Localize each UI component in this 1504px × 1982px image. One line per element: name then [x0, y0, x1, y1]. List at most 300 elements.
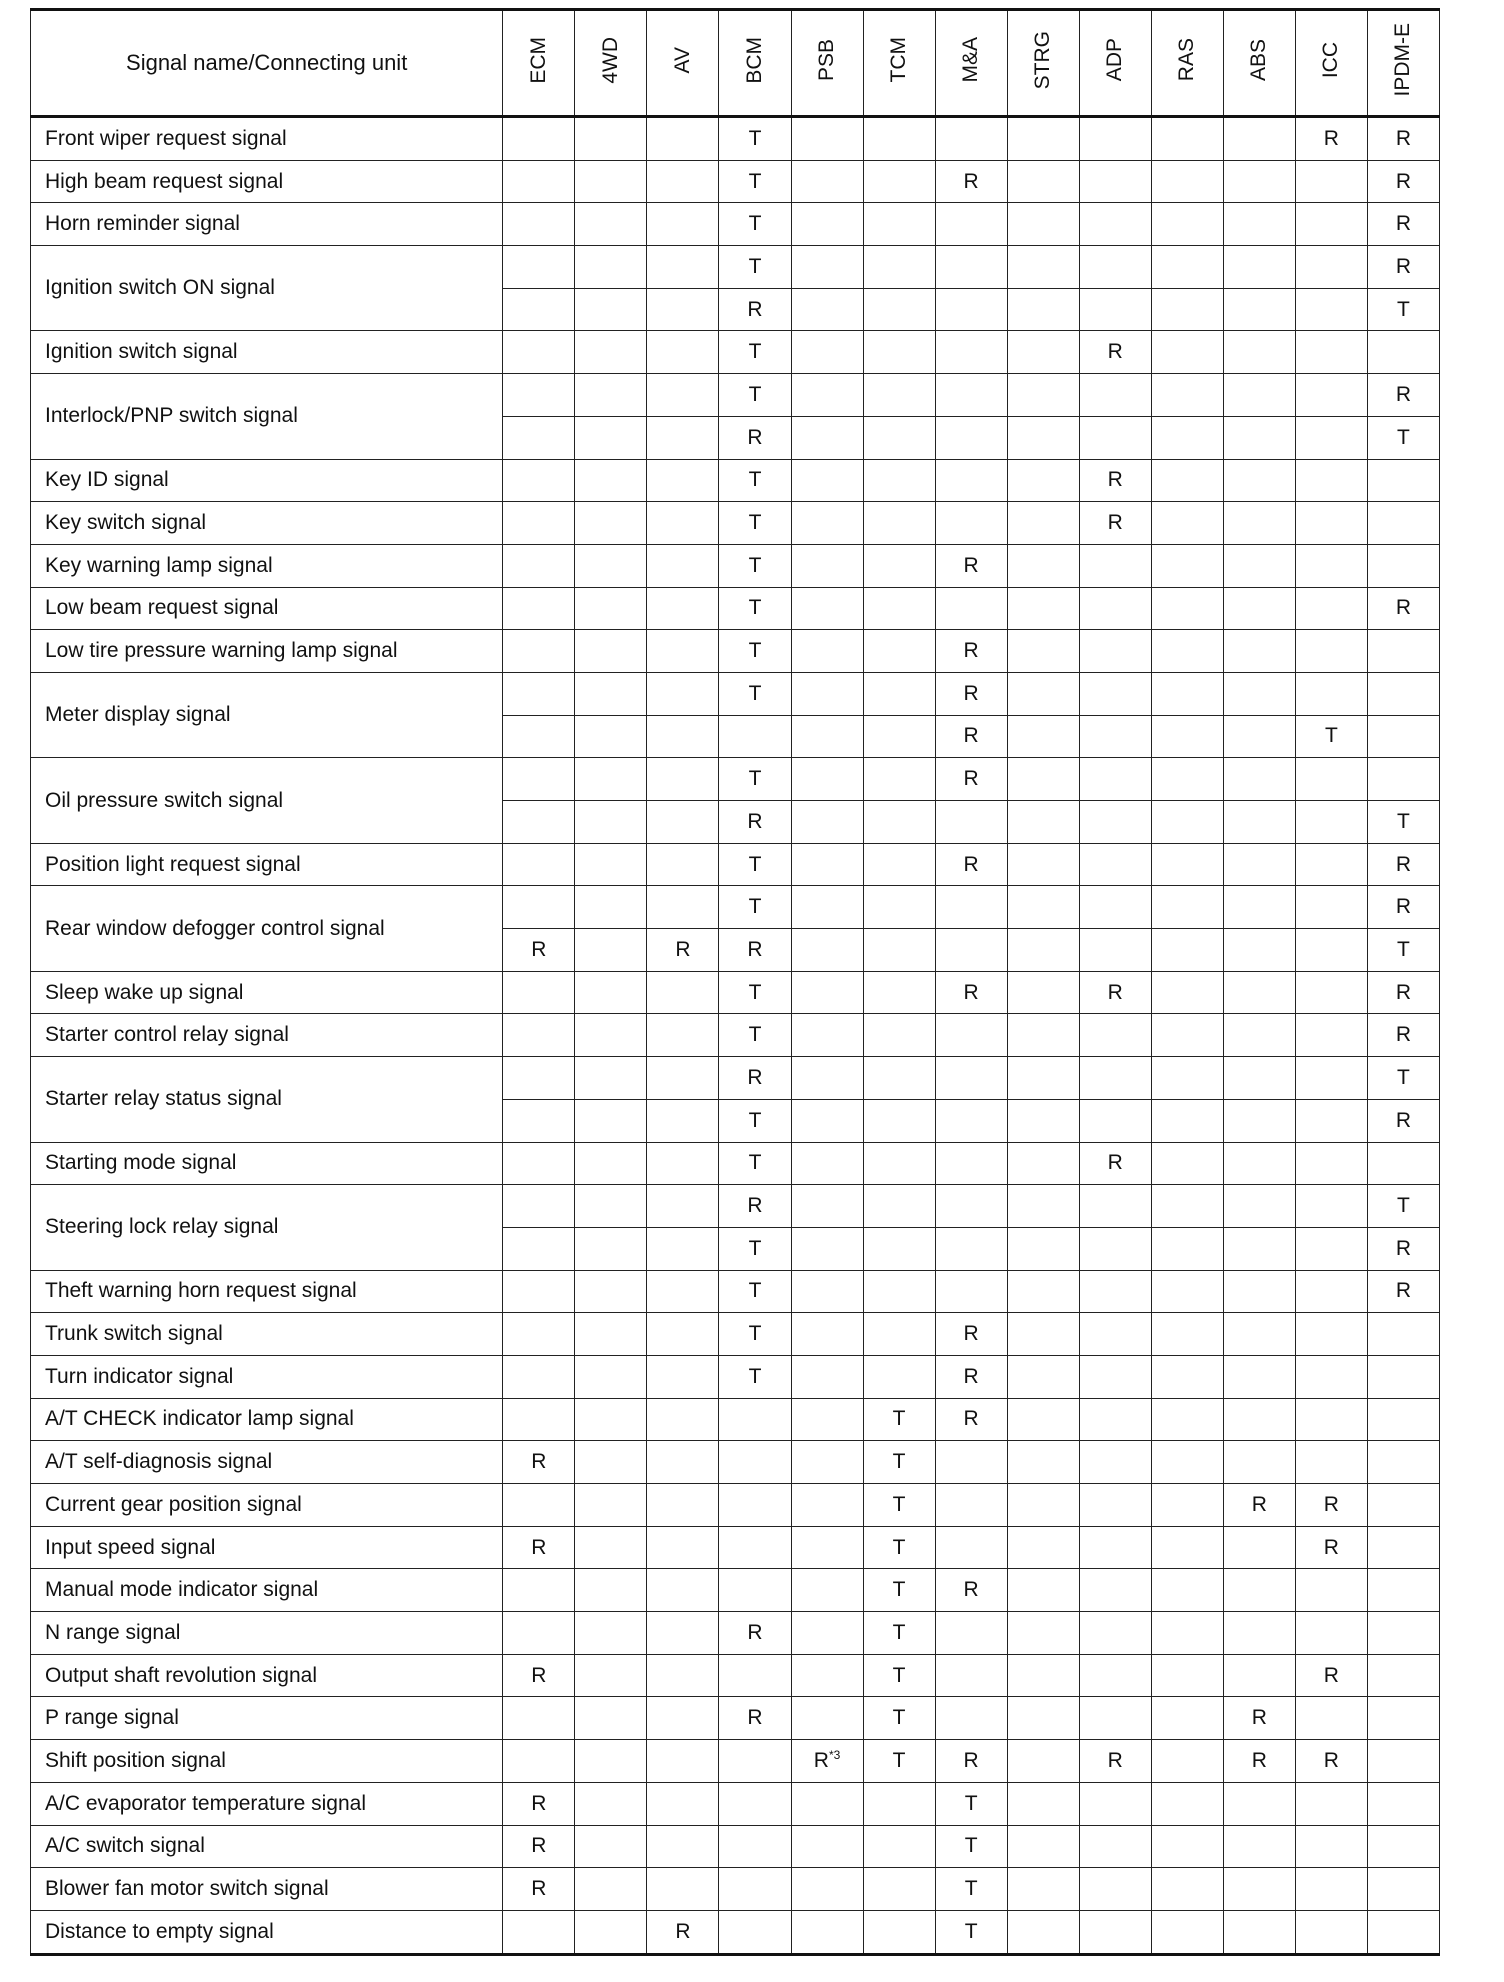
unit-value-cell [1007, 1057, 1079, 1100]
unit-value-cell [1007, 929, 1079, 972]
unit-value-cell [503, 544, 575, 587]
unit-value-cell [1223, 1910, 1295, 1954]
unit-value-cell [791, 1227, 863, 1270]
unit-value-cell [1151, 715, 1223, 758]
unit-value-cell [1295, 971, 1367, 1014]
unit-value-cell [1295, 246, 1367, 289]
unit-value-cell: R [1079, 331, 1151, 374]
unit-value-cell [503, 502, 575, 545]
signal-name-cell: Key warning lamp signal [31, 544, 503, 587]
unit-value-cell [1151, 758, 1223, 801]
unit-value-cell [791, 1654, 863, 1697]
unit-value-cell [1367, 1355, 1439, 1398]
signal-name-cell: Key ID signal [31, 459, 503, 502]
unit-value-cell [935, 1612, 1007, 1655]
unit-value-cell [791, 1057, 863, 1100]
unit-value-cell: T [863, 1484, 935, 1527]
unit-value-cell [1223, 843, 1295, 886]
signal-name-cell: Low beam request signal [31, 587, 503, 630]
unit-value-cell [1151, 1099, 1223, 1142]
unit-value-cell [1223, 1099, 1295, 1142]
unit-value-cell [647, 1441, 719, 1484]
unit-value-cell: R [1367, 587, 1439, 630]
table-row [31, 1526, 1440, 1569]
unit-value-cell [863, 1782, 935, 1825]
unit-value-cell [791, 1355, 863, 1398]
unit-value-cell: T [719, 544, 791, 587]
unit-value-cell [503, 1612, 575, 1655]
unit-value-cell [575, 1569, 647, 1612]
unit-value-cell [1007, 246, 1079, 289]
unit-value-cell: R [1367, 1227, 1439, 1270]
unit-value-cell [1007, 971, 1079, 1014]
unit-value-cell [1223, 1654, 1295, 1697]
unit-value-cell [1151, 1441, 1223, 1484]
unit-value-cell [503, 331, 575, 374]
unit-value-cell [1223, 459, 1295, 502]
unit-value-cell [1367, 544, 1439, 587]
unit-value-cell [647, 630, 719, 673]
unit-value-cell [1223, 1142, 1295, 1185]
unit-value-cell [1367, 1654, 1439, 1697]
unit-value-cell [1223, 1313, 1295, 1356]
unit-value-cell: R [1367, 374, 1439, 417]
unit-value-cell: R [1367, 1014, 1439, 1057]
unit-value-cell [647, 715, 719, 758]
unit-value-cell [1223, 1569, 1295, 1612]
unit-value-cell [935, 1270, 1007, 1313]
unit-value-cell [1223, 1825, 1295, 1868]
unit-value-cell [575, 1185, 647, 1228]
unit-value-cell [647, 1825, 719, 1868]
unit-value-cell [863, 1825, 935, 1868]
unit-value-cell [1295, 1270, 1367, 1313]
unit-value-cell: R [503, 1526, 575, 1569]
unit-value-cell [935, 1014, 1007, 1057]
unit-value-cell: T [863, 1612, 935, 1655]
unit-value-cell [719, 1484, 791, 1527]
unit-value-cell [935, 203, 1007, 246]
unit-value-cell [1007, 1569, 1079, 1612]
unit-value-cell [1007, 459, 1079, 502]
unit-value-cell [575, 758, 647, 801]
unit-value-cell [1223, 1526, 1295, 1569]
unit-value-cell [935, 1697, 1007, 1740]
unit-value-cell [503, 1099, 575, 1142]
unit-value-cell [791, 1142, 863, 1185]
unit-value-cell [935, 929, 1007, 972]
unit-value-cell [791, 587, 863, 630]
unit-value-cell: R [1367, 203, 1439, 246]
unit-value-cell: R [1295, 1654, 1367, 1697]
unit-value-cell [1295, 843, 1367, 886]
table-body [31, 117, 1440, 1955]
unit-value-cell [647, 502, 719, 545]
unit-value-cell: T [719, 1227, 791, 1270]
unit-value-cell [791, 715, 863, 758]
unit-value-cell [791, 1398, 863, 1441]
unit-value-cell [1151, 203, 1223, 246]
unit-value-cell [863, 1868, 935, 1911]
unit-value-cell [791, 288, 863, 331]
unit-value-cell [791, 246, 863, 289]
unit-value-cell [1151, 886, 1223, 929]
unit-value-cell: T [719, 971, 791, 1014]
unit-value-cell [791, 1612, 863, 1655]
unit-value-cell [1007, 801, 1079, 844]
unit-value-cell [1007, 672, 1079, 715]
unit-value-cell: T [719, 1270, 791, 1313]
unit-value-cell: T [719, 843, 791, 886]
unit-value-cell [1079, 929, 1151, 972]
unit-value-cell [863, 801, 935, 844]
unit-value-cell [791, 502, 863, 545]
unit-value-cell [503, 203, 575, 246]
unit-value-cell: R [503, 1868, 575, 1911]
unit-value-cell [575, 672, 647, 715]
unit-value-cell [1223, 801, 1295, 844]
unit-value-cell [647, 886, 719, 929]
unit-column-label: M&A [959, 37, 983, 83]
unit-value-cell [1223, 1441, 1295, 1484]
unit-value-cell [1007, 374, 1079, 417]
unit-value-cell [1295, 331, 1367, 374]
unit-value-cell [1079, 1057, 1151, 1100]
unit-value-cell [647, 971, 719, 1014]
unit-value-cell [1079, 1612, 1151, 1655]
unit-column-header [791, 10, 863, 117]
unit-value-cell [1151, 672, 1223, 715]
table-row [31, 502, 1440, 545]
unit-value-cell [1007, 1654, 1079, 1697]
unit-value-cell [863, 331, 935, 374]
unit-value-cell [1223, 1782, 1295, 1825]
unit-value-cell [1223, 331, 1295, 374]
unit-value-cell [1151, 1398, 1223, 1441]
unit-value-cell: R [1367, 160, 1439, 203]
unit-value-cell: T [1367, 288, 1439, 331]
unit-value-cell [503, 971, 575, 1014]
table-row [31, 1313, 1440, 1356]
unit-value-cell [1151, 1910, 1223, 1954]
unit-value-cell [791, 1014, 863, 1057]
table-row [31, 886, 1440, 929]
unit-value-cell [647, 843, 719, 886]
unit-column-label: STRG [1031, 30, 1055, 90]
unit-value-cell: R [719, 1612, 791, 1655]
signal-name-cell: Blower fan motor switch signal [31, 1868, 503, 1911]
unit-value-cell [1007, 1441, 1079, 1484]
unit-value-cell [1151, 374, 1223, 417]
unit-value-cell [1223, 117, 1295, 161]
unit-value-cell [1295, 502, 1367, 545]
unit-value-cell [1367, 1441, 1439, 1484]
unit-value-cell [1367, 459, 1439, 502]
unit-value-cell [503, 416, 575, 459]
unit-column-header [575, 10, 647, 117]
unit-value-cell [1079, 544, 1151, 587]
unit-value-cell [647, 374, 719, 417]
unit-column-header [1007, 10, 1079, 117]
unit-value-cell [1223, 416, 1295, 459]
unit-value-cell [1223, 587, 1295, 630]
unit-value-cell: T [719, 1142, 791, 1185]
unit-value-cell [1367, 1313, 1439, 1356]
unit-value-cell [863, 1014, 935, 1057]
unit-value-cell [575, 1227, 647, 1270]
unit-value-cell: T [719, 758, 791, 801]
unit-value-cell: R [935, 1313, 1007, 1356]
unit-value-cell [1151, 587, 1223, 630]
unit-value-cell [1007, 587, 1079, 630]
unit-value-cell [863, 929, 935, 972]
unit-value-cell [1295, 1313, 1367, 1356]
unit-value-cell [791, 1868, 863, 1911]
signal-name-cell: Sleep wake up signal [31, 971, 503, 1014]
unit-value-cell [575, 1825, 647, 1868]
unit-value-cell [647, 1014, 719, 1057]
unit-value-cell [791, 459, 863, 502]
unit-value-cell [575, 502, 647, 545]
unit-value-cell [791, 1441, 863, 1484]
unit-value-cell: R [719, 288, 791, 331]
unit-value-cell [575, 1868, 647, 1911]
unit-column-label: PSB [815, 38, 839, 82]
signal-name-cell: High beam request signal [31, 160, 503, 203]
unit-value-cell [1079, 715, 1151, 758]
unit-value-cell: T [719, 630, 791, 673]
unit-value-cell: R [503, 1825, 575, 1868]
unit-value-cell [503, 1569, 575, 1612]
unit-value-cell [575, 1355, 647, 1398]
unit-value-cell [863, 1910, 935, 1954]
unit-value-cell [647, 1099, 719, 1142]
table-row [31, 160, 1440, 203]
unit-value-cell: T [719, 587, 791, 630]
table-row [31, 1441, 1440, 1484]
unit-value-cell [791, 1782, 863, 1825]
unit-column-header [503, 10, 575, 117]
unit-value-cell [575, 416, 647, 459]
unit-value-cell [935, 502, 1007, 545]
unit-value-cell [1367, 1868, 1439, 1911]
unit-value-cell [1367, 1398, 1439, 1441]
unit-value-cell [1223, 288, 1295, 331]
unit-value-cell [1367, 1612, 1439, 1655]
unit-value-cell [1079, 1099, 1151, 1142]
signal-name-cell: Shift position signal [31, 1740, 503, 1783]
signal-name-cell: Starter control relay signal [31, 1014, 503, 1057]
unit-column-label: ICC [1319, 41, 1343, 79]
footnote-marker: *3 [828, 1748, 841, 1763]
signal-name-cell: Meter display signal [31, 672, 503, 757]
unit-value-cell [647, 288, 719, 331]
unit-value-cell [1295, 374, 1367, 417]
unit-value-cell [647, 416, 719, 459]
unit-value-cell [791, 843, 863, 886]
unit-value-cell [1223, 630, 1295, 673]
unit-value-cell [575, 843, 647, 886]
unit-column-header [1367, 10, 1439, 117]
unit-value-cell [1151, 544, 1223, 587]
unit-value-cell [575, 1142, 647, 1185]
unit-value-cell [1079, 1697, 1151, 1740]
unit-value-cell [1079, 886, 1151, 929]
unit-value-cell: T [719, 246, 791, 289]
unit-value-cell [575, 929, 647, 972]
unit-value-cell: T [1367, 929, 1439, 972]
signal-name-cell: Starter relay status signal [31, 1057, 503, 1142]
unit-value-cell [575, 1441, 647, 1484]
unit-value-cell [1367, 1910, 1439, 1954]
unit-value-cell [863, 971, 935, 1014]
unit-value-cell [1079, 1355, 1151, 1398]
unit-value-cell: T [719, 459, 791, 502]
unit-value-cell [719, 715, 791, 758]
unit-value-cell [935, 801, 1007, 844]
unit-value-cell: R [935, 630, 1007, 673]
unit-value-cell [791, 374, 863, 417]
unit-value-cell [1151, 160, 1223, 203]
unit-value-cell [719, 1398, 791, 1441]
unit-value-cell [863, 1227, 935, 1270]
unit-value-cell [719, 1740, 791, 1783]
table-row [31, 1782, 1440, 1825]
table-row [31, 1740, 1440, 1783]
unit-value-cell: T [863, 1398, 935, 1441]
unit-value-cell [935, 1057, 1007, 1100]
table-row [31, 1910, 1440, 1954]
unit-value-cell [1223, 374, 1295, 417]
unit-value-cell [935, 1484, 1007, 1527]
unit-value-cell [1079, 1569, 1151, 1612]
unit-value-cell: R [1367, 1270, 1439, 1313]
unit-value-cell [791, 117, 863, 161]
unit-value-cell [791, 203, 863, 246]
unit-value-cell [1079, 288, 1151, 331]
unit-value-cell [503, 246, 575, 289]
unit-value-cell: T [935, 1825, 1007, 1868]
signal-name-cell: Horn reminder signal [31, 203, 503, 246]
table-row [31, 587, 1440, 630]
unit-value-cell [863, 160, 935, 203]
unit-value-cell [719, 1868, 791, 1911]
unit-value-cell [1295, 672, 1367, 715]
unit-value-cell [647, 1526, 719, 1569]
unit-value-cell [791, 1825, 863, 1868]
unit-value-cell: T [1367, 1057, 1439, 1100]
unit-value-cell: R [1295, 1484, 1367, 1527]
unit-value-cell [719, 1441, 791, 1484]
unit-value-cell [1079, 801, 1151, 844]
unit-value-cell [1223, 1868, 1295, 1911]
unit-value-cell [1151, 1014, 1223, 1057]
unit-value-cell [503, 1355, 575, 1398]
unit-value-cell: R [935, 1740, 1007, 1783]
unit-value-cell: T [1367, 801, 1439, 844]
unit-value-cell [1151, 288, 1223, 331]
unit-value-cell [1367, 1569, 1439, 1612]
unit-value-cell [1223, 971, 1295, 1014]
unit-value-cell: T [935, 1868, 1007, 1911]
unit-value-cell [503, 117, 575, 161]
unit-value-cell [935, 331, 1007, 374]
unit-value-cell [1295, 1142, 1367, 1185]
unit-value-cell [1295, 1441, 1367, 1484]
unit-value-cell [1151, 502, 1223, 545]
table-row [31, 246, 1440, 289]
unit-value-cell [1151, 459, 1223, 502]
unit-value-cell [1367, 1142, 1439, 1185]
unit-value-cell [935, 1099, 1007, 1142]
signal-name-cell: Key switch signal [31, 502, 503, 545]
unit-value-cell: R [935, 1569, 1007, 1612]
unit-value-cell [1295, 1227, 1367, 1270]
unit-value-cell [935, 1142, 1007, 1185]
unit-value-cell [647, 544, 719, 587]
signal-name-cell: A/T self-diagnosis signal [31, 1441, 503, 1484]
unit-value-cell [863, 630, 935, 673]
table-row [31, 758, 1440, 801]
unit-value-cell [719, 1654, 791, 1697]
table-row [31, 1825, 1440, 1868]
unit-value-cell [575, 1099, 647, 1142]
unit-value-cell [1223, 160, 1295, 203]
unit-value-cell [575, 1526, 647, 1569]
unit-value-cell [863, 1270, 935, 1313]
unit-value-cell [935, 288, 1007, 331]
unit-value-cell [719, 1782, 791, 1825]
unit-value-cell [863, 117, 935, 161]
unit-value-cell [503, 459, 575, 502]
unit-value-cell [647, 459, 719, 502]
unit-value-cell [503, 672, 575, 715]
unit-value-cell [1079, 117, 1151, 161]
unit-value-cell [1223, 672, 1295, 715]
unit-value-cell: T [719, 1014, 791, 1057]
table-row [31, 117, 1440, 161]
unit-value-cell [1151, 1057, 1223, 1100]
unit-column-label: AV [670, 46, 694, 74]
unit-value-cell [503, 630, 575, 673]
unit-value-cell [575, 160, 647, 203]
unit-value-cell [1151, 1569, 1223, 1612]
unit-value-cell [575, 459, 647, 502]
unit-value-cell [1079, 1313, 1151, 1356]
unit-column-header [1079, 10, 1151, 117]
unit-value-cell [1151, 971, 1223, 1014]
unit-value-cell [1007, 1227, 1079, 1270]
unit-value-cell [935, 459, 1007, 502]
unit-value-cell [1151, 1740, 1223, 1783]
unit-column-header [719, 10, 791, 117]
unit-value-cell [1007, 1484, 1079, 1527]
unit-value-cell: R [1295, 117, 1367, 161]
unit-value-cell [1079, 843, 1151, 886]
unit-value-cell [791, 929, 863, 972]
unit-value-cell [935, 1227, 1007, 1270]
signal-name-cell: Manual mode indicator signal [31, 1569, 503, 1612]
unit-value-cell: R [719, 1057, 791, 1100]
unit-value-cell [863, 1057, 935, 1100]
unit-value-cell [647, 1740, 719, 1783]
unit-value-cell [935, 1185, 1007, 1228]
unit-value-cell [935, 416, 1007, 459]
unit-value-cell: R [719, 416, 791, 459]
unit-value-cell [1007, 1355, 1079, 1398]
unit-value-cell [1079, 416, 1151, 459]
unit-value-cell [503, 374, 575, 417]
